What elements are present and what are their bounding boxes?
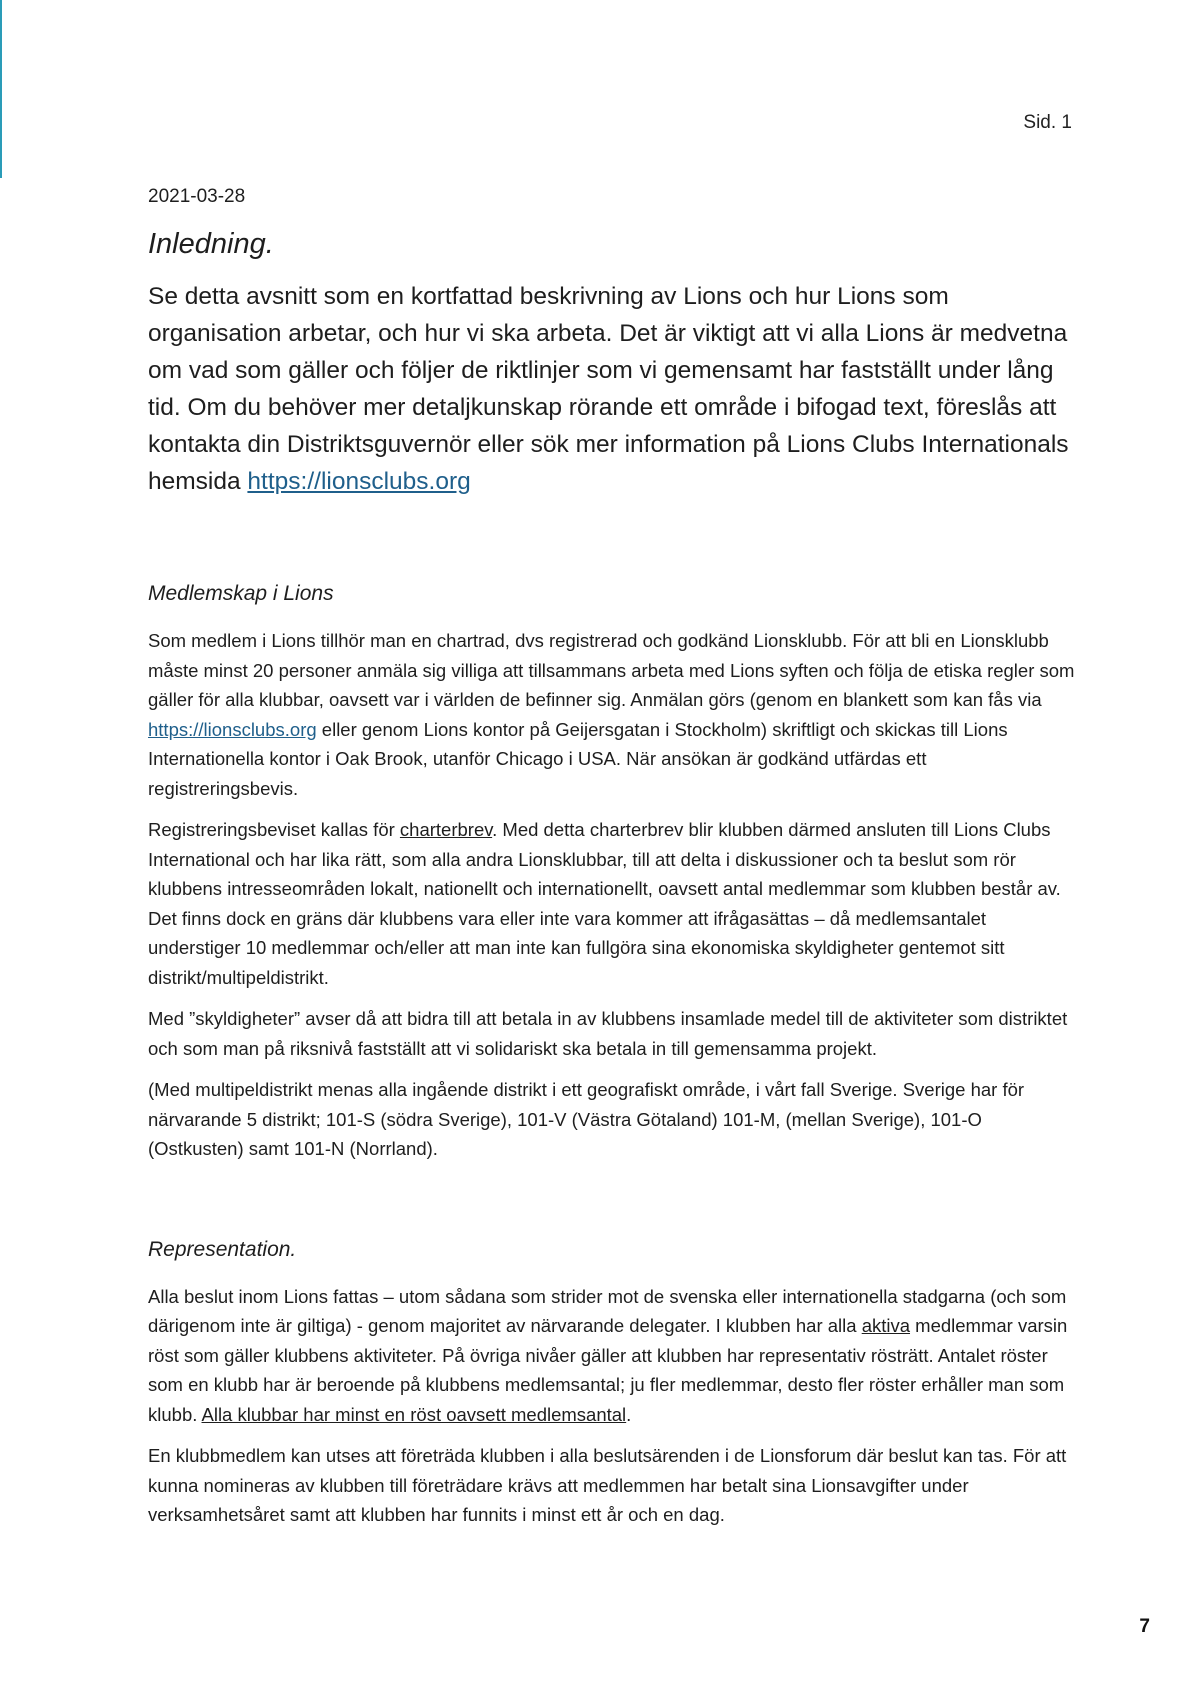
page-number: 7 bbox=[1139, 1616, 1150, 1637]
membership-paragraph-2 bbox=[148, 815, 1078, 992]
minimum-vote-statement: Alla klubbar har minst en röst oavsett medlemsantal bbox=[201, 1403, 627, 1425]
membership-section bbox=[148, 580, 1078, 1164]
membership-heading: Medlemskap i Lions bbox=[148, 582, 334, 605]
membership-paragraph-3: Med ”skyldigheter” avser då att bidra till att betala in av klubbens insamlade medel till de aktiviteter som distriktet och som man på riksnivå fastställt att vi solidariskt ska betala in till gemensamma projekt. bbox=[148, 1008, 1068, 1059]
document-body bbox=[148, 184, 1078, 1542]
lionsclubs-link-inline[interactable]: https://lionsclubs.org bbox=[148, 718, 317, 740]
representation-p1-text-mid: medlemmar varsin röst som gäller klubbens aktiviteter. På övriga nivåer gäller att klubben har representativ rösträtt. Antalet röster som en klubb har är beroende på klubbens medlemsantal; ju fler medlemmar, desto fler röster erhåller man som klubb. bbox=[148, 1315, 1068, 1425]
intro-paragraph bbox=[148, 278, 1078, 500]
membership-paragraph-4: (Med multipeldistrikt menas alla ingående distrikt i ett geografiskt område, i vårt fall Sverige. Sverige har för närvarande 5 distrikt; 101-S (södra Sverige), 101-V (Västra Götaland) 101-M, (mellan Sverige), 101-O (Ostkusten) samt 101-N (Norrland). bbox=[148, 1079, 1025, 1159]
representation-paragraph-2: En klubbmedlem kan utses att företräda klubben i alla beslutsärenden i de Lionsforum där beslut kan tas. För att kunna nomineras av klubben till företrädare krävs att medlemmen har betalt sina Lionsavgifter under verksamhetsåret samt att klubben har funnits i minst ett år och en dag. bbox=[148, 1445, 1067, 1525]
intro-text: Se detta avsnitt som en kortfattad beskrivning av Lions och hur Lions som organisation arbetar, och hur vi ska arbeta. Det är viktigt att vi alla Lions är medvetna om vad som gäller och följer de riktlinjer som vi gemensamt har fastställt under lång tid. Om du behöver mer detaljkunskap rörande ett område i bifogad text, föreslås att kontakta din Distriktsguvernör eller sök mer information på Lions Clubs Internationals hemsida bbox=[148, 283, 1069, 495]
membership-p2-text-after: . Med detta charterbrev blir klubben därmed ansluten till Lions Clubs International och har lika rätt, som alla andra Lionsklubbar, till att delta i diskussioner och ta beslut som rör klubbens intresseområden lokalt, nationellt och internationellt, oavsett antal medlemmar som klubben består av. Det finns dock en gräns där klubbens vara eller inte vara kommer att ifrågasättas – då medlemsantalet understiger 10 medlemmar och/eller att man inte kan fullgöra sina ekonomiska skyldigheter gentemot sitt distrikt/multipeldistrikt. bbox=[148, 819, 1061, 988]
representation-section bbox=[148, 1236, 1078, 1530]
membership-p2-text: Registreringsbeviset kallas för bbox=[148, 819, 400, 840]
membership-p1-text-after: eller genom Lions kontor på Geijersgatan i Stockholm) skriftligt och skickas till Lions Internationella kontor i Oak Brook, utanför Chicago i USA. När ansökan är godkänd utfärdas ett registreringsbevis. bbox=[148, 718, 1008, 799]
page-label: Sid. 1 bbox=[1023, 112, 1072, 133]
representation-paragraph-1 bbox=[148, 1282, 1078, 1430]
membership-paragraph-1 bbox=[148, 626, 1078, 803]
membership-p1-text: Som medlem i Lions tillhör man en chartrad, dvs registrerad och godkänd Lionsklubb. För att bli en Lionsklubb måste minst 20 personer anmäla sig villiga att tillsammans arbeta med Lions syften och följa de etiska regler som gäller för alla klubbar, oavsett var i världen de befinner sig. Anmälan görs (genom en blankett som kan fås via bbox=[148, 630, 1075, 710]
document-date: 2021-03-28 bbox=[148, 186, 246, 207]
aktiva-term: aktiva bbox=[861, 1315, 911, 1336]
representation-p1-text: Alla beslut inom Lions fattas – utom sådana som strider mot de svenska eller internationella stadgarna (och som därigenom inte är giltiga) - genom majoritet av närvarande delegater. I klubben har alla bbox=[148, 1285, 1067, 1336]
representation-p1-text-end: . bbox=[626, 1403, 632, 1425]
lionsclubs-link[interactable]: https://lionsclubs.org bbox=[247, 468, 471, 495]
intro-heading: Inledning. bbox=[148, 228, 274, 260]
charterbrev-term: charterbrev bbox=[399, 819, 493, 840]
page-edge-accent bbox=[0, 0, 2, 178]
representation-heading: Representation. bbox=[148, 1237, 297, 1261]
